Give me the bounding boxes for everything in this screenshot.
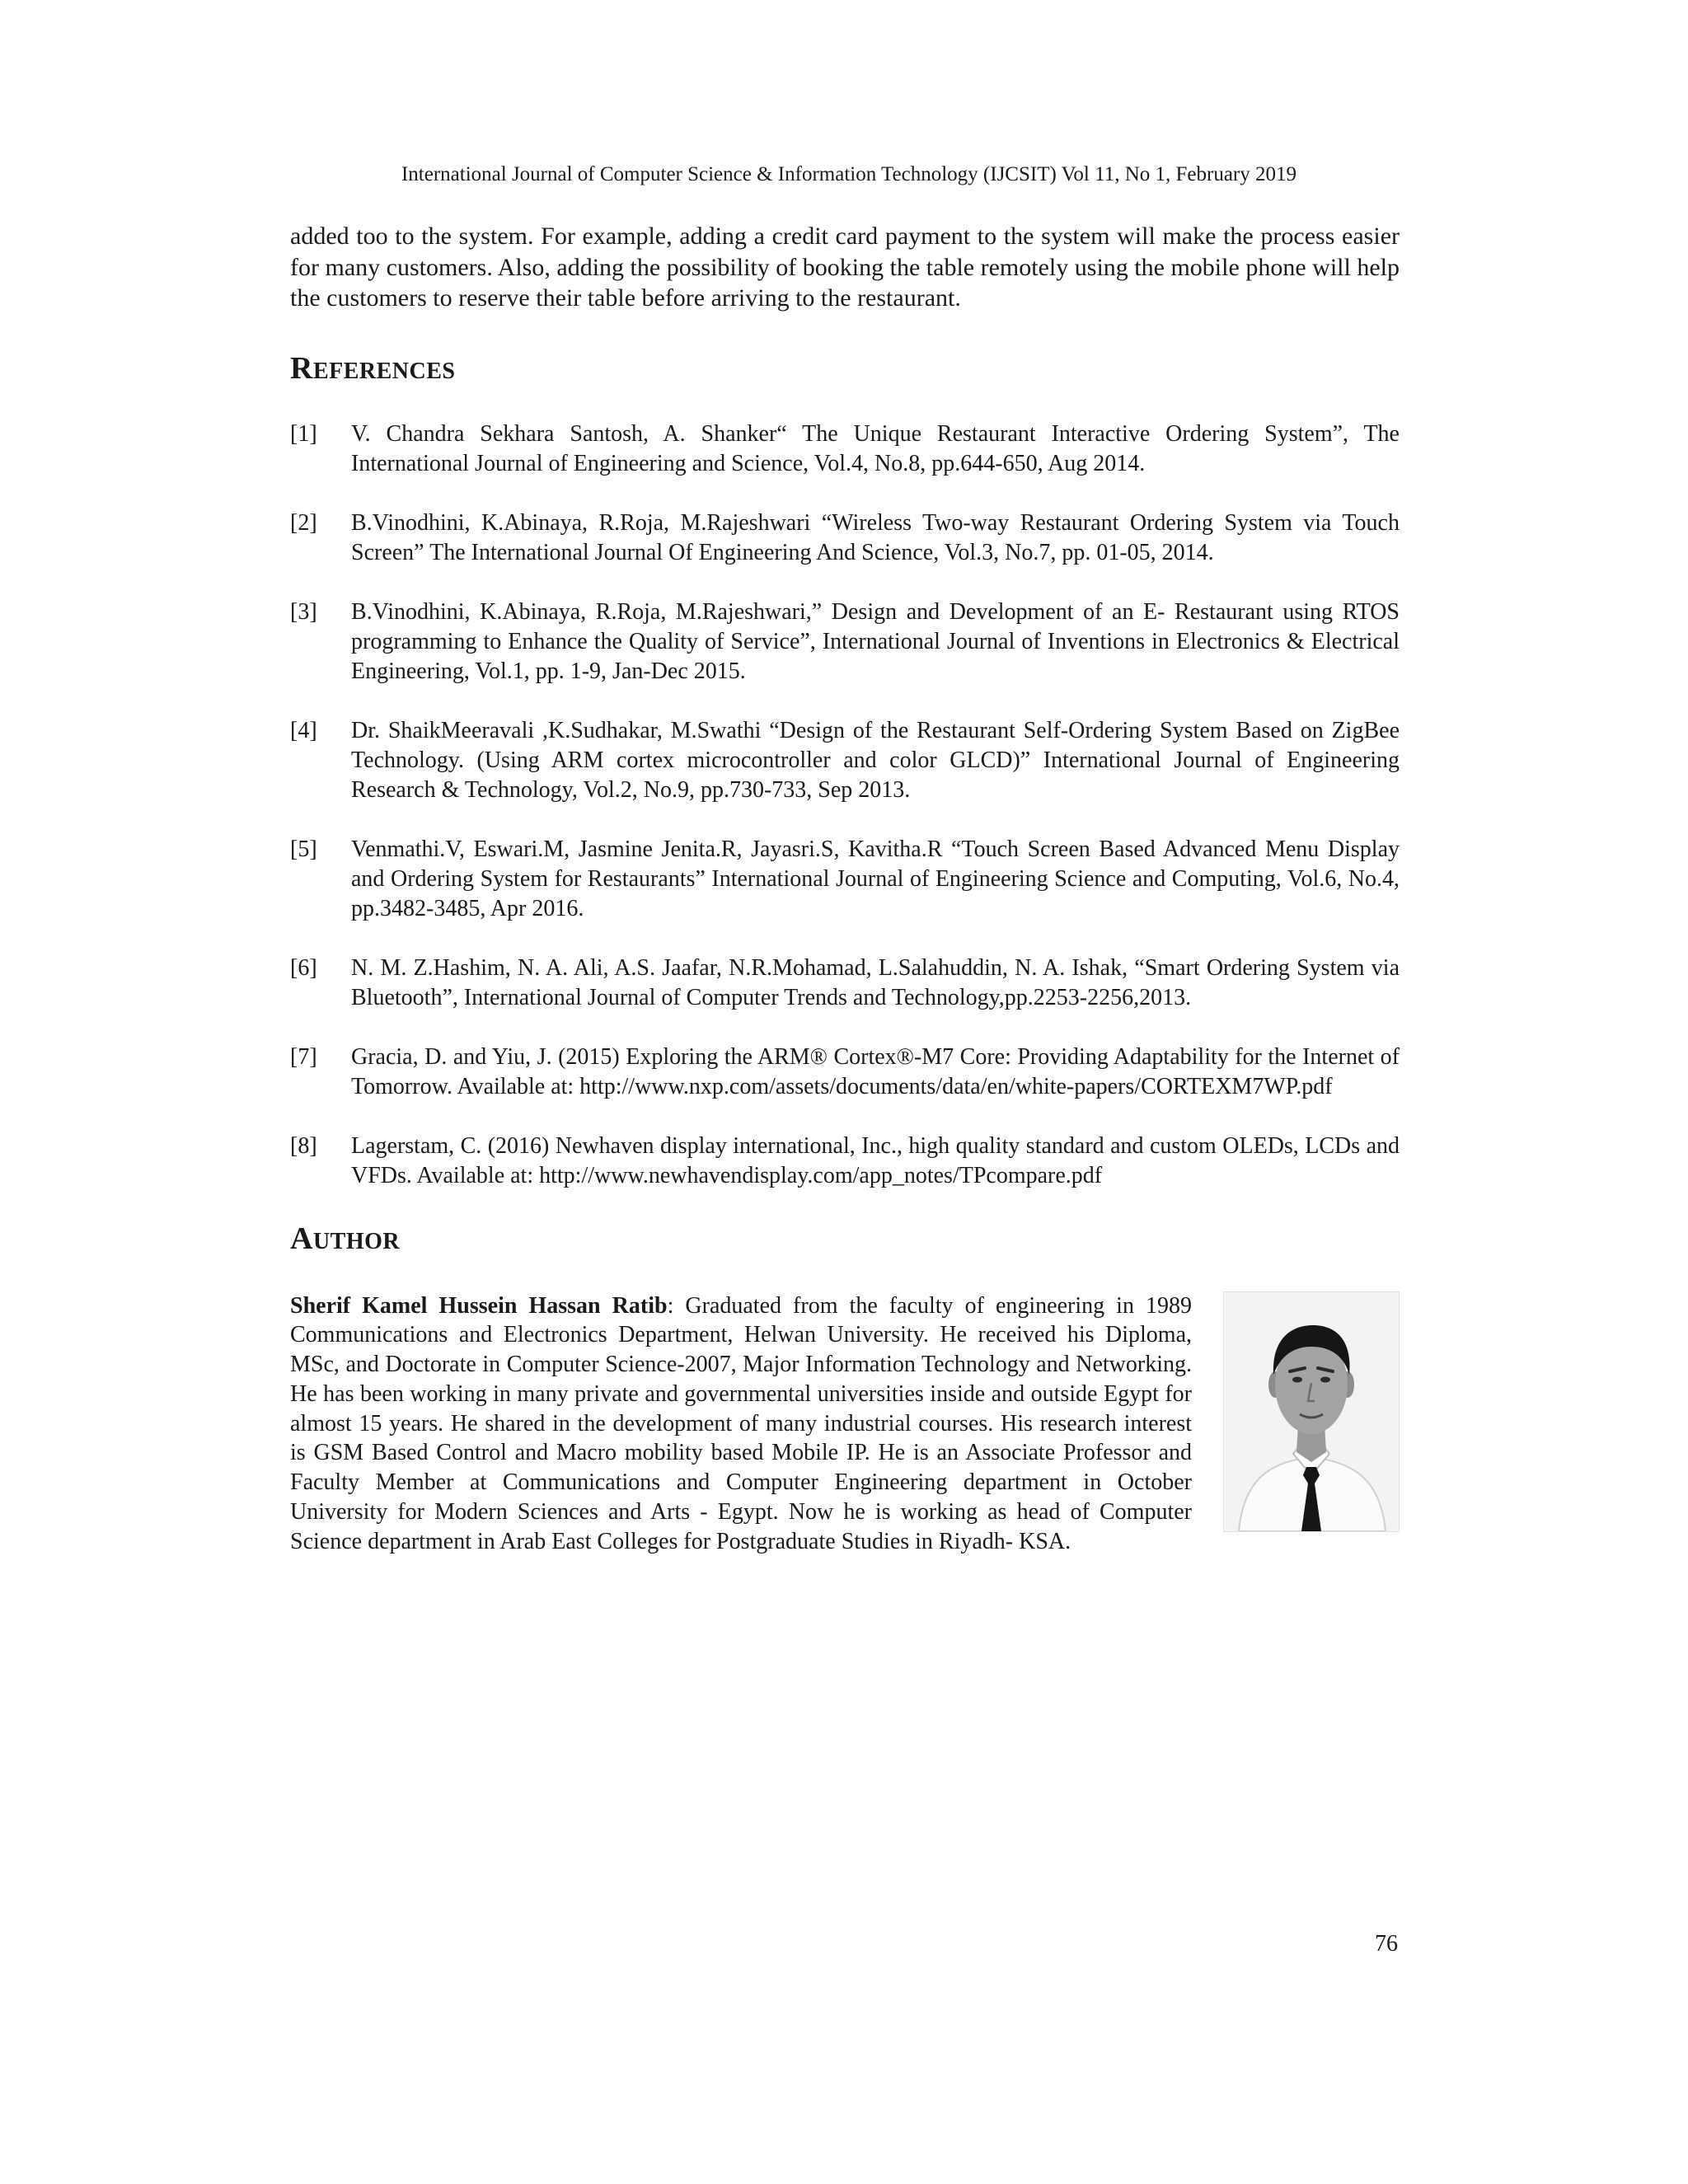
reference-text: B.Vinodhini, K.Abinaya, R.Roja, M.Rajeshwari,” Design and Development of an E- Restaurant using RTOS programming to Enhance the Quality of Service”, International Journal of Inventions in Electronics & Electrical Engineering, Vol.1, pp. 1-9, Jan-Dec 2015. [351,598,1400,684]
reference-list [290,419,1400,1191]
running-header: International Journal of Computer Science & Information Technology (IJCSIT) Vol 11, No 1, February 2019 [401,163,1296,185]
reference-item [290,509,1400,568]
reference-number: [2] [290,509,317,536]
author-bio-text: : Graduated from the faculty of engineering in 1989 Communications and Electronics Department, Helwan University. He received his Diploma, MSc, and Doctorate in Computer Science-2007, Major Information Technology and Networking. He has been working in many private and governmental universities inside and outside Egypt for almost 15 years. He shared in the development of many industrial courses. His research interest is GSM Based Control and Macro mobility based Mobile IP. He is an Associate Professor and Faculty Member at Communications and Computer Engineering department in October University for Modern Sciences and Arts - Egypt. Now he is working as head of Computer Science department in Arab East Colleges for Postgraduate Studies in Riyadh- KSA. [290,1292,1192,1554]
reference-number: [7] [290,1043,317,1070]
page-content [290,221,1400,1605]
reference-item [290,954,1400,1013]
references-heading-rest: EFERENCES [312,358,456,384]
reference-text: Venmathi.V, Eswari.M, Jasmine Jenita.R, Jayasri.S, Kavitha.R “Touch Screen Based Advanced Menu Display and Ordering System for Restaurants” International Journal of Engineering Science and Computing, Vol.6, No.4, pp.3482-3485, Apr 2016. [351,836,1400,921]
references-heading-initial: R [290,350,313,386]
author-heading-initial: A [290,1221,313,1256]
reference-number: [5] [290,836,317,862]
reference-text: Dr. ShaikMeeravali ,K.Sudhakar, M.Swathi “Design of the Restaurant Self-Ordering System Based on ZigBee Technology. (Using ARM cortex microcontroller and color GLCD)” International Journal of Engineering Research & Technology, Vol.2, No.9, pp.730-733, Sep 2013. [351,717,1400,803]
reference-number: [3] [290,598,317,625]
author-photo [1223,1291,1400,1532]
references-heading [290,350,1400,387]
intro-paragraph: added too to the system. For example, adding a credit card payment to the system will make the process easier for many customers. Also, adding the possibility of booking the table remotely using the mobile phone will help the customers to reserve their table before arriving to the restaurant. [290,223,1400,312]
reference-item [290,1132,1400,1191]
reference-item [290,419,1400,479]
author-name: Sherif Kamel Hussein Hassan Ratib [290,1292,668,1319]
author-heading-rest: UTHOR [312,1228,401,1254]
reference-text: Lagerstam, C. (2016) Newhaven display international, Inc., high quality standard and custom OLEDs, LCDs and VFDs. Available at: http://www.newhavendisplay.com/app_notes/TPcompare.pdf [351,1132,1400,1188]
page-number: 76 [1375,1931,1398,1957]
author-block [290,1291,1400,1605]
reference-number: [1] [290,420,317,447]
reference-number: [8] [290,1132,317,1159]
author-bio [290,1291,1192,1557]
reference-item [290,716,1400,805]
reference-number: [6] [290,954,317,981]
author-heading [290,1221,1400,1257]
reference-text: N. M. Z.Hashim, N. A. Ali, A.S. Jaafar, N.R.Mohamad, L.Salahuddin, N. A. Ishak, “Smart Ordering System via Bluetooth”, International Journal of Computer Trends and Technology,pp.2253-2256,2013. [351,954,1400,1010]
reference-text: B.Vinodhini, K.Abinaya, R.Roja, M.Rajeshwari “Wireless Two-way Restaurant Ordering System via Touch Screen” The International Journal Of Engineering And Science, Vol.3, No.7, pp. 01-05, 2014. [351,509,1400,565]
reference-number: [4] [290,717,317,743]
reference-item [290,835,1400,924]
reference-text: Gracia, D. and Yiu, J. (2015) Exploring the ARM® Cortex®-M7 Core: Providing Adaptability for the Internet of Tomorrow. Available at: http://www.nxp.com/assets/documents/data/en/white-papers/CORTEXM7WP.pdf [351,1043,1400,1099]
reference-item [290,598,1400,687]
reference-item [290,1043,1400,1102]
reference-text: V. Chandra Sekhara Santosh, A. Shanker“ The Unique Restaurant Interactive Ordering System”, The International Journal of Engineering and Science, Vol.4, No.8, pp.644-650, Aug 2014. [351,420,1400,476]
author-portrait-icon [1224,1292,1399,1531]
